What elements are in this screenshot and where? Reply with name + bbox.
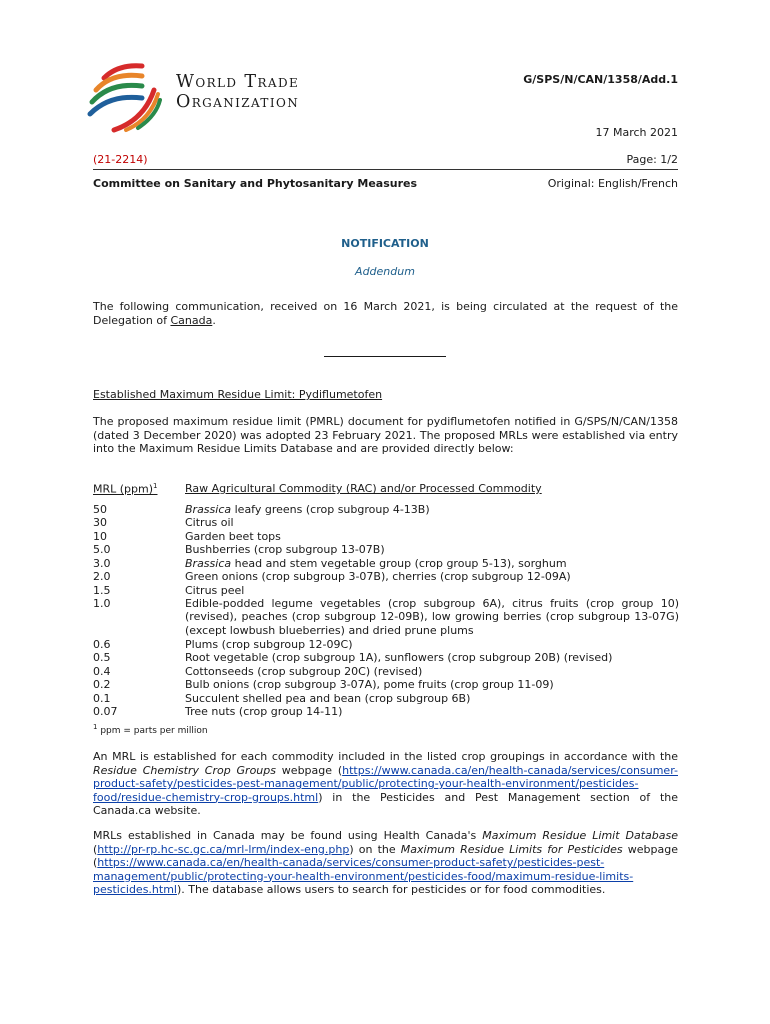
- commodity-cell: [185, 597, 679, 637]
- mrl-database-paragraph: [93, 829, 678, 897]
- commodity-cell: [185, 638, 679, 651]
- addendum-subtitle: Addendum: [355, 265, 415, 278]
- commodity-cell: [185, 678, 679, 691]
- commodity-cell: [185, 570, 679, 583]
- mrl-pesticides-link[interactable]: https://www.canada.ca/en/health-canada/services/consumer-product-safety/pesticides-pest-management/public/protecting-your-health-environment/pesticides-food/maximum-residue-limits-pesticides.html: [93, 856, 634, 896]
- commodity-text: Root vegetable (crop subgroup 1A), sunflowers (crop subgroup 20B) (revised): [185, 651, 613, 664]
- commodity-text: Succulent shelled pea and bean (crop subgroup 6B): [185, 692, 471, 705]
- job-number: (21-2214): [93, 153, 148, 166]
- table-header-mrl: [93, 482, 158, 496]
- logo-line-2: Organization: [176, 92, 300, 112]
- document-symbol: G/SPS/N/CAN/1358/Add.1: [523, 73, 678, 86]
- p2-text-3: ) in the Pesticides and Pest Management section of the Canada.ca website.: [93, 790, 678, 817]
- section-heading: Established Maximum Residue Limit: Pydiflumetofen: [93, 388, 383, 401]
- mrl-header-text: MRL (ppm): [93, 482, 154, 496]
- commodity-cell: [185, 705, 679, 718]
- p2-text-1: An MRL is established for each commodity included in the listed crop groupings in accordance with the: [93, 750, 678, 763]
- commodity-italic: Brassica: [185, 503, 232, 516]
- intro-end: .: [212, 313, 216, 327]
- commodity-text: Garden beet tops: [185, 530, 281, 543]
- document-date: 17 March 2021: [595, 126, 678, 139]
- commodity-text: head and stem vegetable group (crop group 5-13), sorghum: [231, 557, 567, 570]
- section-paragraph: The proposed maximum residue limit (PMRL) document for pydiflumetofen notified in G/SPS/N/CAN/1358 (dated 3 December 2020) was adopted 23 February 2021. The proposed MRLs were established via entry into the Maximum Residue Limits Database and are provided directly below:: [93, 415, 678, 455]
- commodity-text: Bushberries (crop subgroup 13-07B): [185, 543, 385, 556]
- p3-italic-1: Maximum Residue Limit Database: [482, 829, 678, 842]
- commodity-text: Citrus peel: [185, 584, 245, 597]
- mrl-value: 3.0: [93, 557, 111, 570]
- mrl-value: 0.5: [93, 651, 111, 664]
- original-language: Original: English/French: [547, 177, 678, 190]
- commodity-text: Bulb onions (crop subgroup 3-07A), pome fruits (crop group 11-09): [185, 678, 554, 691]
- commodity-cell: [185, 692, 679, 705]
- commodity-text: leafy greens (crop subgroup 4-13B): [231, 503, 430, 516]
- p2-italic: Residue Chemistry Crop Groups: [93, 763, 276, 777]
- mrl-value: 30: [93, 516, 107, 529]
- p3-italic-2: Maximum Residue Limits for Pesticides: [400, 842, 623, 856]
- mrl-value: 0.1: [93, 692, 111, 705]
- commodity-cell: [185, 530, 679, 543]
- commodity-cell: [185, 584, 679, 597]
- commodity-cell: [185, 503, 679, 516]
- commodity-cell: [185, 516, 679, 529]
- crop-groups-paragraph: [93, 750, 678, 818]
- p3-text-4: webpage (: [93, 842, 678, 869]
- commodity-italic: Brassica: [185, 557, 232, 570]
- mrl-value: 0.4: [93, 665, 111, 678]
- footnote-sup: 1: [93, 723, 98, 731]
- wto-logo-icon: [84, 60, 174, 135]
- mrl-value: 5.0: [93, 543, 111, 556]
- p3-text-2: (: [93, 842, 98, 856]
- mrl-value: 1.0: [93, 597, 111, 610]
- mrl-value: 2.0: [93, 570, 111, 583]
- page-number: Page: 1/2: [626, 153, 678, 166]
- p3-text-3: ) on the: [349, 842, 401, 856]
- p2-text-2: webpage (: [276, 763, 343, 777]
- footnote: [93, 723, 208, 736]
- mrl-value: 0.07: [93, 705, 118, 718]
- p3-text-5: ). The database allows users to search for pesticides or for food commodities.: [177, 883, 606, 896]
- table-header-rac: Raw Agricultural Commodity (RAC) and/or Processed Commodity: [185, 482, 542, 495]
- mrl-database-link[interactable]: http://pr-rp.hc-sc.gc.ca/mrl-lrm/index-eng.php: [97, 842, 350, 856]
- mrl-value: 0.6: [93, 638, 111, 651]
- commodity-cell: [185, 651, 679, 664]
- commodity-text: Tree nuts (crop group 14-11): [185, 705, 343, 718]
- committee-name: Committee on Sanitary and Phytosanitary Measures: [93, 177, 418, 190]
- commodity-text: Citrus oil: [185, 516, 234, 529]
- logo-line-1: World Trade: [176, 72, 300, 92]
- mrl-value: 1.5: [93, 584, 111, 597]
- p3-text-1: MRLs established in Canada may be found using Health Canada's: [93, 829, 483, 842]
- mrl-value: 50: [93, 503, 107, 516]
- commodity-text: Plums (crop subgroup 12-09C): [185, 638, 353, 651]
- header-divider: [93, 169, 678, 170]
- section-separator: [324, 356, 446, 357]
- commodity-text: Green onions (crop subgroup 3-07B), cherries (crop subgroup 12-09A): [185, 570, 571, 583]
- intro-paragraph: [93, 300, 678, 327]
- mrl-value: 10: [93, 530, 107, 543]
- commodity-text: Edible-podded legume vegetables (crop subgroup 6A), citrus fruits (crop group 10) (revised), peaches (crop subgroup 12-09B), low growing berries (crop subgroup 13-07G) (except lowbush blueberries) and dried prune plums: [185, 597, 679, 637]
- mrl-value: 0.2: [93, 678, 111, 691]
- mrl-header-sup: 1: [153, 482, 158, 490]
- commodity-cell: [185, 665, 679, 678]
- notification-title: NOTIFICATION: [341, 237, 429, 250]
- crop-groups-link[interactable]: https://www.canada.ca/en/health-canada/services/consumer-product-safety/pesticides-pest-management/public/protecting-your-health-environment/pesticides-food/residue-chemistry-crop-groups.html: [93, 763, 678, 804]
- intro-country: Canada: [170, 313, 213, 327]
- wto-logo-text: [176, 72, 299, 112]
- commodity-text: Cottonseeds (crop subgroup 20C) (revised): [185, 665, 423, 678]
- intro-text: The following communication, received on 16 March 2021, is being circulated at the request of the Delegation of: [93, 300, 678, 327]
- commodity-cell: [185, 557, 679, 570]
- commodity-cell: [185, 543, 679, 556]
- footnote-text: ppm = parts per million: [97, 726, 208, 736]
